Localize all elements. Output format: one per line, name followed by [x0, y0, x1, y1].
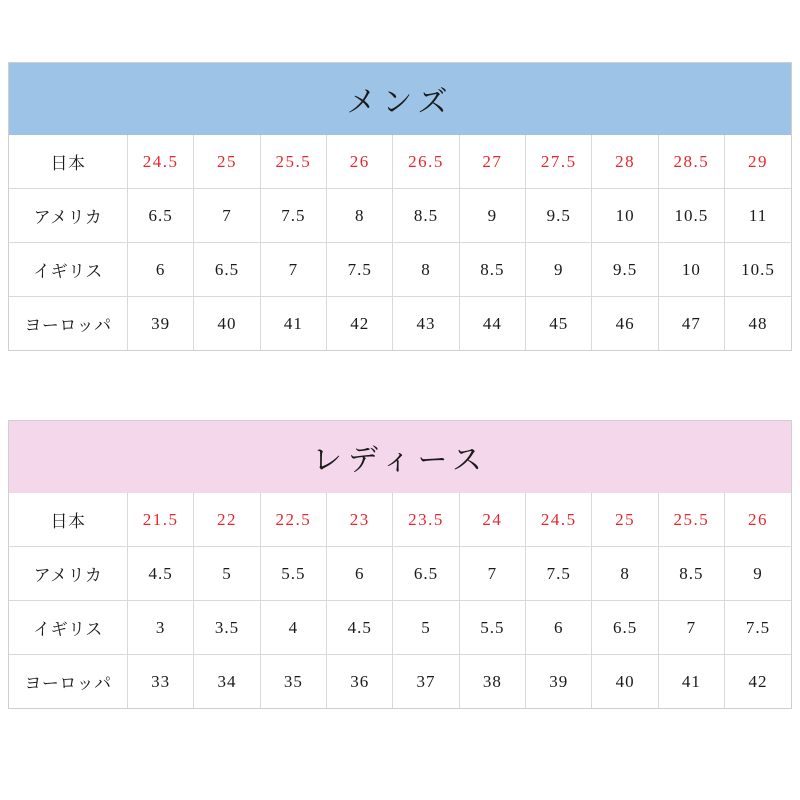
cell-value: 23 — [327, 493, 393, 547]
cell-value: 33 — [128, 655, 194, 709]
cell-value: 8.5 — [459, 243, 525, 297]
cell-value: 5.5 — [260, 547, 326, 601]
cell-value: 42 — [327, 297, 393, 351]
cell-value: 8 — [393, 243, 459, 297]
table-row — [9, 243, 791, 297]
row-label-europe: ヨーロッパ — [9, 297, 128, 351]
cell-value: 10.5 — [658, 189, 724, 243]
cell-value: 36 — [327, 655, 393, 709]
cell-value: 8.5 — [658, 547, 724, 601]
cell-value: 9.5 — [592, 243, 658, 297]
cell-value: 27.5 — [526, 135, 592, 189]
cell-value: 28 — [592, 135, 658, 189]
cell-value: 3.5 — [194, 601, 260, 655]
cell-value: 46 — [592, 297, 658, 351]
cell-value: 9 — [459, 189, 525, 243]
cell-value: 28.5 — [658, 135, 724, 189]
table-row — [9, 297, 791, 351]
table-row — [9, 547, 791, 601]
cell-value: 6.5 — [194, 243, 260, 297]
cell-value: 4 — [260, 601, 326, 655]
cell-value: 5 — [194, 547, 260, 601]
cell-value: 23.5 — [393, 493, 459, 547]
cell-value: 7.5 — [725, 601, 791, 655]
cell-value: 38 — [459, 655, 525, 709]
cell-value: 41 — [658, 655, 724, 709]
ladies-chart-title: レディース — [9, 421, 791, 493]
cell-value: 25.5 — [658, 493, 724, 547]
cell-value: 7 — [459, 547, 525, 601]
row-label-uk: イギリス — [9, 243, 128, 297]
cell-value: 3 — [128, 601, 194, 655]
cell-value: 25 — [194, 135, 260, 189]
cell-value: 7 — [658, 601, 724, 655]
cell-value: 24.5 — [526, 493, 592, 547]
table-row — [9, 189, 791, 243]
cell-value: 44 — [459, 297, 525, 351]
cell-value: 10 — [592, 189, 658, 243]
cell-value: 6.5 — [393, 547, 459, 601]
cell-value: 6.5 — [128, 189, 194, 243]
cell-value: 22 — [194, 493, 260, 547]
cell-value: 39 — [526, 655, 592, 709]
cell-value: 39 — [128, 297, 194, 351]
table-row — [9, 493, 791, 547]
cell-value: 43 — [393, 297, 459, 351]
cell-value: 8 — [592, 547, 658, 601]
cell-value: 42 — [725, 655, 791, 709]
cell-value: 6 — [128, 243, 194, 297]
ladies-size-chart — [8, 420, 792, 709]
table-row — [9, 135, 791, 189]
cell-value: 45 — [526, 297, 592, 351]
cell-value: 34 — [194, 655, 260, 709]
cell-value: 7.5 — [327, 243, 393, 297]
cell-value: 7 — [194, 189, 260, 243]
mens-size-table — [9, 135, 791, 350]
cell-value: 9 — [725, 547, 791, 601]
cell-value: 35 — [260, 655, 326, 709]
ladies-size-table — [9, 493, 791, 708]
cell-value: 29 — [725, 135, 791, 189]
cell-value: 24 — [459, 493, 525, 547]
cell-value: 4.5 — [128, 547, 194, 601]
cell-value: 24.5 — [128, 135, 194, 189]
cell-value: 40 — [592, 655, 658, 709]
cell-value: 21.5 — [128, 493, 194, 547]
cell-value: 47 — [658, 297, 724, 351]
cell-value: 11 — [725, 189, 791, 243]
mens-chart-title: メンズ — [9, 63, 791, 135]
cell-value: 5.5 — [459, 601, 525, 655]
cell-value: 6 — [526, 601, 592, 655]
cell-value: 41 — [260, 297, 326, 351]
cell-value: 5 — [393, 601, 459, 655]
row-label-uk: イギリス — [9, 601, 128, 655]
cell-value: 25.5 — [260, 135, 326, 189]
table-row — [9, 655, 791, 709]
cell-value: 10.5 — [725, 243, 791, 297]
cell-value: 40 — [194, 297, 260, 351]
cell-value: 6.5 — [592, 601, 658, 655]
cell-value: 9.5 — [526, 189, 592, 243]
cell-value: 27 — [459, 135, 525, 189]
cell-value: 7 — [260, 243, 326, 297]
row-label-usa: アメリカ — [9, 189, 128, 243]
cell-value: 48 — [725, 297, 791, 351]
cell-value: 4.5 — [327, 601, 393, 655]
cell-value: 25 — [592, 493, 658, 547]
row-label-japan: 日本 — [9, 493, 128, 547]
cell-value: 8 — [327, 189, 393, 243]
cell-value: 9 — [526, 243, 592, 297]
row-label-usa: アメリカ — [9, 547, 128, 601]
cell-value: 26 — [327, 135, 393, 189]
cell-value: 37 — [393, 655, 459, 709]
cell-value: 6 — [327, 547, 393, 601]
cell-value: 26 — [725, 493, 791, 547]
table-row — [9, 601, 791, 655]
cell-value: 8.5 — [393, 189, 459, 243]
row-label-europe: ヨーロッパ — [9, 655, 128, 709]
cell-value: 22.5 — [260, 493, 326, 547]
row-label-japan: 日本 — [9, 135, 128, 189]
cell-value: 26.5 — [393, 135, 459, 189]
mens-size-chart — [8, 62, 792, 351]
cell-value: 7.5 — [526, 547, 592, 601]
cell-value: 7.5 — [260, 189, 326, 243]
cell-value: 10 — [658, 243, 724, 297]
